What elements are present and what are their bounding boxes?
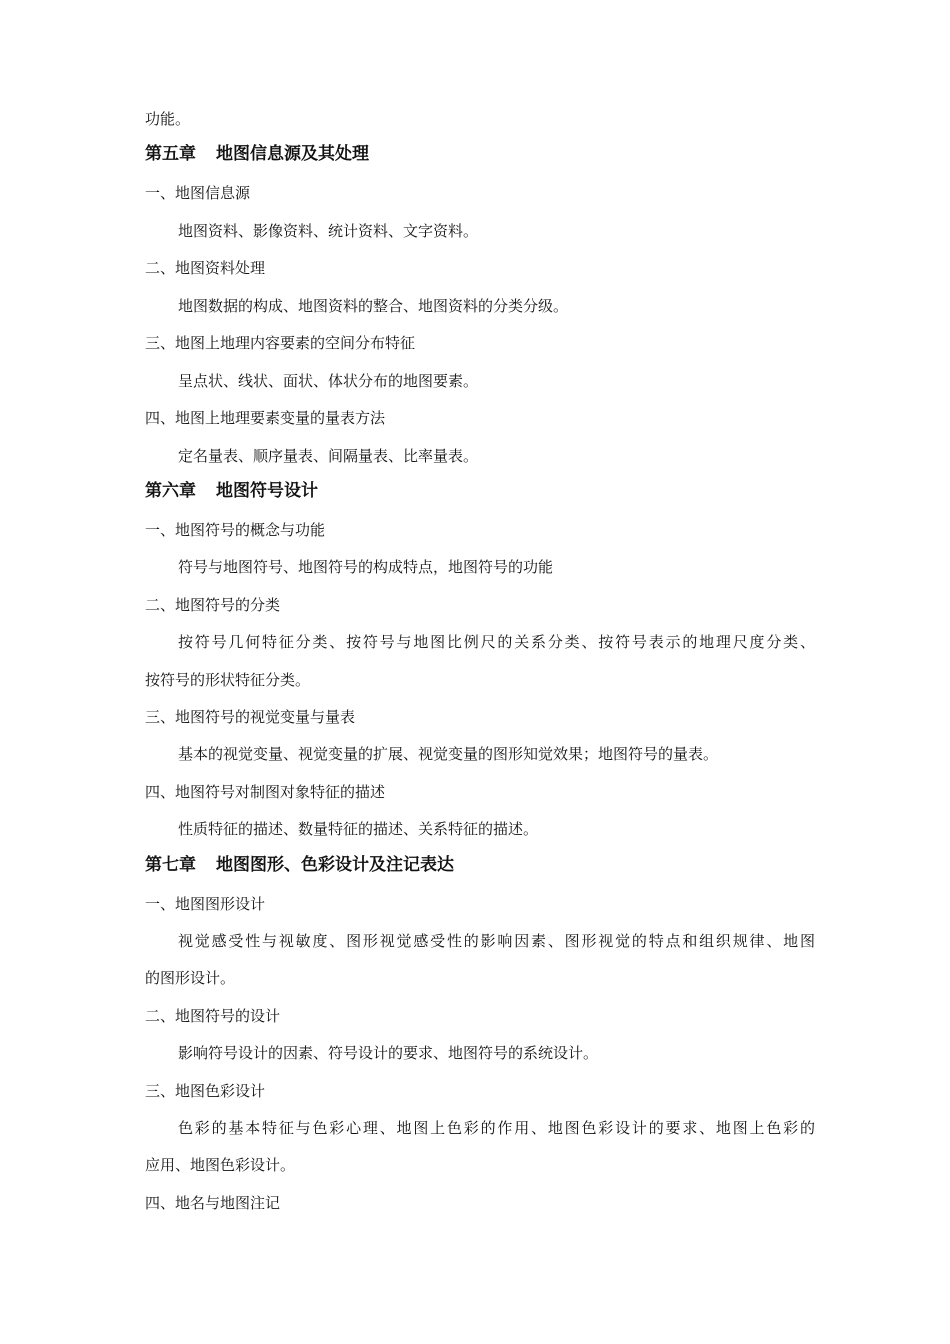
chapter-title: 地图信息源及其处理 (216, 144, 369, 164)
section-heading: 一、地图信息源 (145, 184, 251, 202)
section-body: 色彩的基本特征与色彩心理、地图上色彩的作用、地图色彩设计的要求、地图上色彩的 (178, 1119, 815, 1137)
section-heading: 一、地图图形设计 (145, 895, 266, 913)
section-heading: 二、地图符号的分类 (145, 596, 281, 614)
chapter-number: 第五章 (145, 144, 196, 164)
chapter-title: 地图图形、色彩设计及注记表达 (216, 855, 454, 875)
section-body: 地图数据的构成、地图资料的整合、地图资料的分类分级。 (178, 297, 569, 315)
section-heading: 四、地图上地理要素变量的量表方法 (145, 409, 386, 427)
section-heading: 四、地图符号对制图对象特征的描述 (145, 783, 386, 801)
section-body: 视觉感受性与视敏度、图形视觉感受性的影响因素、图形视觉的特点和组织规律、地图 (178, 932, 815, 950)
chapter-number: 第七章 (145, 855, 196, 875)
section-heading: 四、地名与地图注记 (145, 1194, 281, 1212)
section-heading: 二、地图资料处理 (145, 259, 266, 277)
section-heading: 三、地图色彩设计 (145, 1082, 266, 1100)
section-body: 性质特征的描述、数量特征的描述、关系特征的描述。 (178, 820, 539, 838)
section-heading: 三、地图上地理内容要素的空间分布特征 (145, 334, 416, 352)
section-body: 符号与地图符号、地图符号的构成特点，地图符号的功能 (178, 558, 554, 576)
paragraph-continuation: 功能。 (145, 110, 191, 128)
section-heading: 三、地图符号的视觉变量与量表 (145, 708, 356, 726)
section-body-continuation: 的图形设计。 (145, 969, 236, 987)
section-body: 地图资料、影像资料、统计资料、文字资料。 (178, 222, 479, 240)
section-body: 按符号几何特征分类、按符号与地图比例尺的关系分类、按符号表示的地理尺度分类、 (178, 633, 815, 651)
section-heading: 一、地图符号的概念与功能 (145, 521, 326, 539)
section-body: 定名量表、顺序量表、间隔量表、比率量表。 (178, 447, 479, 465)
section-body: 影响符号设计的因素、符号设计的要求、地图符号的系统设计。 (178, 1044, 599, 1062)
chapter-heading-5 (145, 143, 815, 165)
section-body-continuation: 按符号的形状特征分类。 (145, 671, 311, 689)
section-body-continuation: 应用、地图色彩设计。 (145, 1156, 296, 1174)
chapter-number: 第六章 (145, 481, 196, 501)
section-heading: 二、地图符号的设计 (145, 1007, 281, 1025)
section-body: 呈点状、线状、面状、体状分布的地图要素。 (178, 372, 479, 390)
chapter-heading-6 (145, 480, 815, 502)
section-body: 基本的视觉变量、视觉变量的扩展、视觉变量的图形知觉效果；地图符号的量表。 (178, 745, 719, 763)
chapter-heading-7 (145, 854, 815, 876)
chapter-title: 地图符号设计 (216, 481, 318, 501)
